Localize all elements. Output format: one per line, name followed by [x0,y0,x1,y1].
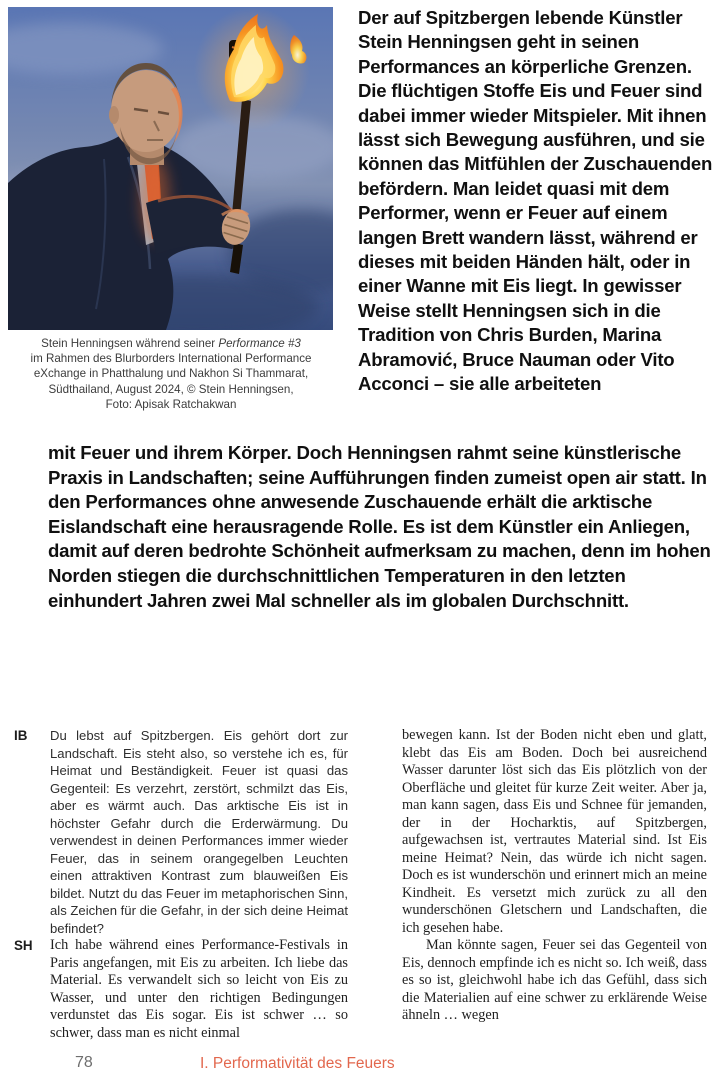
speaker-label-ib: IB [14,728,28,743]
answer-paragraph: Man könnte sagen, Feuer sei das Gegenteil von Eis, dennoch empfinde ich es nicht so. Ich weiß, dass es so ist, gleichwohl habe ich das Gefühl, dass sich die Materialien auf eine schwer zu erklärende Weise ähneln … wegen [402,937,707,1023]
answer-continuation: bewegen kann. Ist der Boden nicht eben und glatt, klebt das Eis am Boden. Doch bei ausreichend Wasser darunter löst sich das Eis plötzlich von der Oberfläche und gleitet für kurze Zeit weiter. Aber ja, man kann sagen, dass Eis und Schnee für jemanden, der in der Hocharktis, auf Spitzbergen, aufgewachsen ist, vertrautes Material sind. Ist Eis meine Heimat? Nein, das würde ich nicht sagen. Doch es ist wunderschön und erinnert mich an meine Kindheit. Es versetzt mich zurück zu all den wunderschönen Gletschern und Landschaften, die ich gesehen habe. [402,727,707,936]
caption-line: im Rahmen des Blurborders International Performance [30,352,312,366]
speaker-label-sh: SH [14,938,33,953]
intro-lede-side: Der auf Spitzbergen lebende Künstler Stein Henningsen geht in seinen Performances an körperliche Grenzen. Die flüchtigen Stoffe Eis und Feuer sind dabei immer wieder Mitspieler. Mit ihnen lässt sich Bewegung ausführen, und sie können das Mitfühlen der Zuschauenden befördern. Man leidet quasi mit dem Performer, wenn er Feuer auf einem langen Brett wandern lässt, während er dieses mit beiden Händen hält, oder in einer Wanne mit Eis liegt. In gewisser Weise stellt Henningsen sich in die Tradition von Chris Burden, Marina Abramović, Bruce Nauman oder Vito Acconci – sie alle arbeiteten [358,7,713,395]
question-text: Du lebst auf Spitzbergen. Eis gehört dort zur Landschaft. Eis steht also, so verstehe ich es, für Heimat und Beständigkeit. Feuer ist quasi das Gegenteil: Es verzehrt, zerstört, schmilzt das Eis, aber es wärmt auch. Das arktische Eis ist in höchster Gefahr durch die Erderwärmung. Du verwendest in deinen Performances immer wieder Feuer, das in seinem orangegelben Leuchten einen attraktiven Kontrast zum blauweißen Eis bildet. Nutzt du das Feuer im metaphorischen Sinn, als Zeichen für die Gefahr, in der sich deine Heimat befindet? [50,728,348,936]
caption-line: Foto: Apisak Ratchakwan [105,397,237,411]
intro-lede-full: mit Feuer und ihrem Körper. Doch Henningsen rahmt seine künstlerische Praxis in Landschaften; seine Aufführungen finden zumeist open air statt. In den Performances ohne anwesende Zuschauende erhält die arktische Eislandschaft eine herausragende Rolle. Es ist dem Künstler ein Anliegen, damit auf deren bedrohte Schönheit aufmerksam zu machen, denn im hohen Norden stiegen die durchschnittlichen Temperaturen in den letzten einhundert Jahren zwei Mal schneller als im globalen Durchschnitt. [48,442,711,611]
caption-work-title: Performance #3 [218,337,301,350]
chapter-footer-label: I. Performativität des Feuers [200,1055,395,1072]
interview-column-left [14,727,348,1042]
photo-caption [6,336,336,412]
interview-column-right [402,727,707,1025]
caption-line: eXchange in Phatthalung und Nakhon Si Thammarat, [33,367,309,381]
interview-answer [14,937,348,1042]
caption-line: Stein Henningsen während seiner Performance #3 [41,337,301,350]
answer-text: Ich habe während eines Performance-Festivals in Paris angefangen, mit Eis zu arbeiten. Ich liebe das Material. Es verwandelt sich so leicht von Eis zu Wasser, und unter den richtigen Bedingungen verdunstet das Eis sogar. Eis ist schwer … so schwer, dass man es nicht einmal [50,937,348,1041]
page-number: 78 [75,1054,93,1071]
interview-question [14,727,348,937]
caption-line: Südthailand, August 2024, © Stein Henningsen, [48,382,294,396]
torch-performance-image [8,7,333,330]
performance-photo [8,7,333,330]
